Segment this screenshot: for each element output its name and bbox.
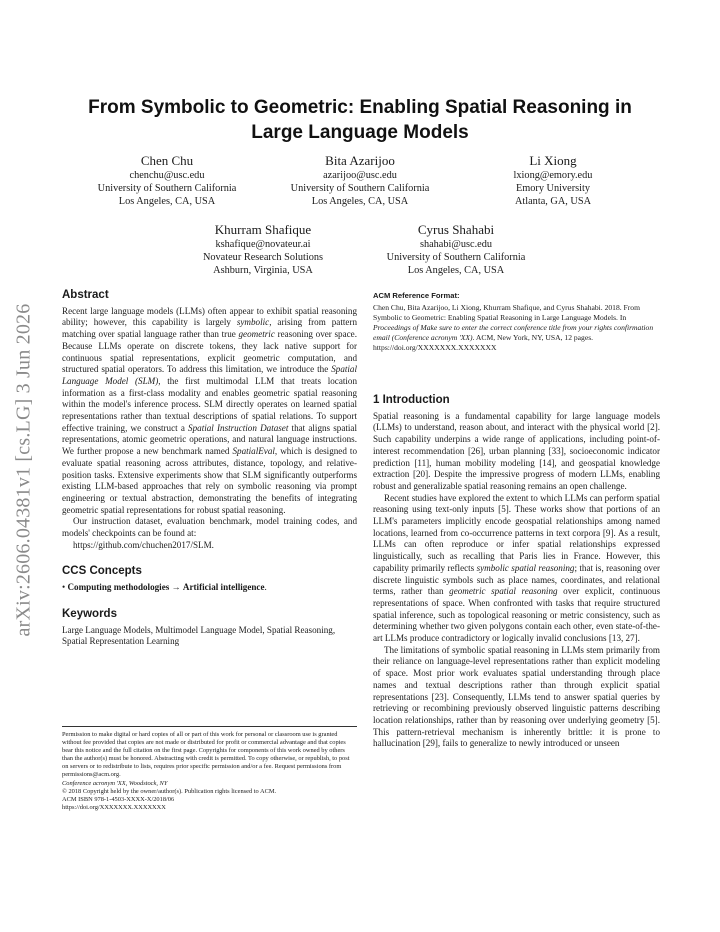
- author-name: Cyrus Shahabi: [417, 222, 495, 237]
- right-column: [373, 395, 660, 750]
- intro-paragraph: The limitations of symbolic spatial reasoning in LLMs stem primarily from their reliance on language-level representations rather than explicit modeling of space. Most prior work evaluates spatial understanding through place names and textual descriptions rather than through explicit spatial representations [23]. Consequently, LLMs tend to answer spatial queries by retrieving or recombining previously observed linguistic patterns describing location relationships, rather than by reasoning over underlying geometry [5]. This pattern-retrieval mechanism is inherently brittle: it is prone to hallucination [29], fails to generalize to newly introduced or unseen: [373, 644, 660, 749]
- copyright-line: © 2018 Copyright held by the owner/author(s). Publication rights licensed to ACM.: [62, 787, 277, 795]
- author-email[interactable]: shahabi@usc.edu: [419, 239, 493, 250]
- author-block: [260, 152, 460, 208]
- permission-block: [62, 731, 357, 812]
- acm-reference-heading: ACM Reference Format:: [373, 291, 460, 300]
- left-column: [62, 290, 357, 648]
- author-affiliation: University of Southern California: [386, 252, 526, 263]
- abstract-heading: Abstract: [62, 289, 109, 301]
- intro-paragraph: Spatial reasoning is a fundamental capability for large language models (LLMs) to understand, reason about, and interact with the physical world [2]. Such capability underpins a wide range of applications, including point-of-interest recommendation [26], urban planning [33], socioeconomic indicator prediction [11], human mobility modeling [14], and geospatial knowledge extraction [20]. Despite the impressive progress of modern LLMs, enabling robust and generalizable spatial reasoning remains an open challenge.: [373, 410, 660, 491]
- abstract-paragraph: Recent large language models (LLMs) often appear to exhibit spatial reasoning ability; however, this capability is largely symbolic, arising from pattern matching over spatial language rather than true geometric reasoning over space. Because LLMs operate on discrete tokens, they lack native support for continuous spatial representations, explicit geometric computation, and structured spatial operators. To address this limitation, we introduce the Spatial Language Model (SLM), the first multimodal LLM that treats location information as a first-class modality and enables geometric spatial reasoning within the model's inference process. SLM directly operates on learned spatial representations rather than textual descriptions of spatial relations. To support effective training, we construct a Spatial Instruction Dataset that aligns spatial representations, atomic geometric operations, and natural language instructions. We further propose a new benchmark named SpatialEval, which is designed to evaluate spatial reasoning across attributes, distance, topology, and relative-position tasks. Extensive experiments show that SLM significantly outperforms existing LLM-based approaches that rely on symbolic reasoning via prompt engineering or textual abstraction, demonstrating the benefits of integrating geometric spatial representations for robust spatial reasoning.: [62, 305, 357, 515]
- acm-reference: [373, 291, 660, 354]
- author-location: Los Angeles, CA, USA: [118, 196, 216, 207]
- author-location: Ashburn, Virginia, USA: [213, 265, 313, 276]
- author-name: Li Xiong: [529, 153, 577, 168]
- author-name: Bita Azarijoo: [325, 153, 395, 168]
- abstract-resources: Our instruction dataset, evaluation benchmark, model training codes, and models' checkpoints can be found at:: [62, 516, 357, 539]
- keywords-heading: Keywords: [62, 607, 117, 620]
- ccs-concept: • Computing methodologies → Artificial intelligence.: [62, 582, 267, 593]
- author-block: [67, 152, 267, 208]
- github-link[interactable]: https://github.com/chuchen2017/SLM.: [73, 539, 214, 550]
- author-location: Los Angeles, CA, USA: [311, 196, 409, 207]
- ccs-heading: CCS Concepts: [62, 565, 142, 578]
- arxiv-stamp: arXiv:2606.04381v1 [cs.LG] 3 Jun 2026: [12, 303, 35, 637]
- author-affiliation: University of Southern California: [97, 183, 237, 194]
- footnote-divider: [62, 726, 357, 727]
- author-block: [163, 221, 363, 277]
- author-affiliation: Emory University: [515, 183, 591, 194]
- author-email[interactable]: kshafique@novateur.ai: [215, 239, 311, 250]
- author-affiliation: University of Southern California: [290, 183, 430, 194]
- author-email[interactable]: lxiong@emory.edu: [513, 170, 593, 181]
- doi-link[interactable]: https://doi.org/XXXXXXX.XXXXXXX: [62, 803, 166, 811]
- author-affiliation: Novateur Research Solutions: [202, 252, 324, 263]
- permission-text: Permission to make digital or hard copies of all or part of this work for personal or classroom use is granted without fee provided that copies are not made or distributed for profit or commercial advantage and that copies bear this notice and the full citation on the first page. Copyrights for components of this work owned by others than the author(s) must be honored. Abstracting with credit is permitted. To copy otherwise, or republish, to post on servers or to redistribute to lists, requires prior specific permission and/or a fee. Request permissions from permissions@acm.org.: [62, 731, 350, 779]
- author-block: [356, 221, 556, 277]
- keywords-text: Large Language Models, Multimodel Language Model, Spatial Reasoning, Spatial Representation Learning: [62, 624, 336, 647]
- author-location: Los Angeles, CA, USA: [407, 265, 505, 276]
- conference-line: Conference acronym 'XX, Woodstock, NY: [62, 779, 168, 787]
- paper-title: From Symbolic to Geometric: Enabling Spatial Reasoning in Large Language Models: [88, 97, 632, 143]
- author-name: Chen Chu: [140, 153, 194, 168]
- author-name: Khurram Shafique: [214, 222, 312, 237]
- author-block: [453, 152, 653, 208]
- introduction-heading: 1 Introduction: [373, 394, 450, 406]
- author-email[interactable]: azarijoo@usc.edu: [323, 170, 397, 181]
- acm-reference-text: Chen Chu, Bita Azarijoo, Li Xiong, Khurram Shafique, and Cyrus Shahabi. 2018. From Symbolic to Geometric: Enabling Spatial Reasoning in Large Language Models. In Proceedings of Make sure to enter the correct conference title from your rights confirmation email (Conference acronym 'XX). ACM, New York, NY, USA, 12 pages. https://doi.org/XXXXXXX.XXXXXXX: [373, 303, 654, 353]
- author-email[interactable]: chenchu@usc.edu: [129, 170, 205, 181]
- intro-paragraph: Recent studies have explored the extent to which LLMs can perform spatial reasoning using text-only inputs [5]. These works show that portions of an LLM's parameters implicitly encode geospatial relationships among named locations, learned from co-occurrence patterns in text corpora [9]. As a result, LLMs can often reproduce or infer spatial relationships expressed linguistically, such as recalling that Paris lies in France. However, this capability primarily reflects symbolic spatial reasoning; that is, reasoning over discrete linguistic symbols such as place names, coordinates, and relational terms, rather than geometric spatial reasoning over explicit, continuous representations of space. When confronted with tasks that require structured spatial inference, such as topological reasoning or metric consistency, such as determining whether two given polygons contain each other, even state-of-the-art LLMs produce contradictory or logically invalid conclusions [13, 27].: [373, 492, 661, 644]
- author-location: Atlanta, GA, USA: [514, 196, 592, 207]
- isbn-line: ACM ISBN 978-1-4503-XXXX-X/2018/06: [62, 795, 175, 803]
